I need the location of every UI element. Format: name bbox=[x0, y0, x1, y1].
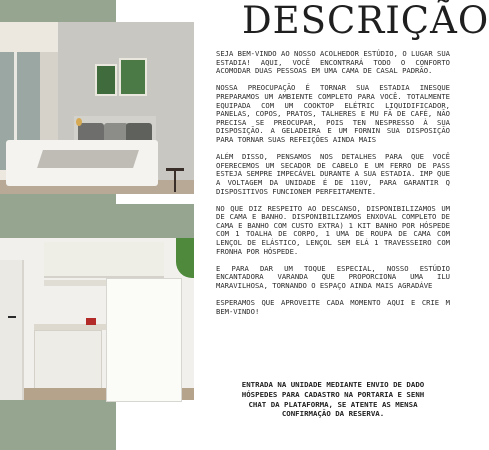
wall-art-right bbox=[119, 58, 147, 96]
paragraph-bedding: NO QUE DIZ RESPEITO AO DESCANSO, DISPONIBILIZAMOS UM DE CAMA E BANHO. DISPONIBILIZAMOS ENXOVAL COMPLETO DE CAMA E BANHO COM CUSTO EXTRA) 1 KIT BANHO POR HÓSPEDE COM 1 TOALHA DE CORPO, 1 UMA DE ROUPA DE CAMA COM LENÇOL DE ELÁSTICO, LENÇOL SEM ELÁ 1 TRAVESSEIRO COM FRONHA POR HÓSPEDE. bbox=[216, 203, 450, 256]
red-appliance bbox=[86, 318, 96, 325]
paragraph-closing: ESPERAMOS QUE APROVEITE CADA MOMENTO AQUI E CRIE M BEM-VINDO! bbox=[216, 298, 450, 316]
door-handle bbox=[8, 316, 16, 318]
paragraph-kitchen: NOSSA PREOCUPAÇÃO É TORNAR SUA ESTADIA INESQUE PREPARAMOS UM AMBIENTE COMPLETO PARA VOCÊ. TOTALMENTE EQUIPADA COM UM COOKTOP ELÉTRIC LIQUIDIFICADOR, PANELAS, COPOS, PRATOS, TALHERES E MU FÃ DE CAFÉ, NÃO PRECISA SE PREOCUPAR, POIS TEN NESPRESSO À SUA DISPOSIÇÃO. A GELADEIRA E UM FORNIN SUA DISPOSIÇÃO PARA TORNAR SUAS REFEIÇÕES AINDA MAIS bbox=[216, 83, 450, 144]
kitchen-shelf bbox=[44, 280, 108, 286]
kitchen-photo bbox=[0, 238, 194, 400]
refrigerator bbox=[106, 278, 182, 402]
notice-line: ENTRADA NA UNIDADE MEDIANTE ENVIO DE DADO bbox=[241, 380, 425, 389]
page-title: DESCRIÇÃO bbox=[242, 0, 489, 42]
bed-blanket bbox=[37, 150, 139, 168]
bedroom-photo bbox=[0, 22, 194, 194]
upper-cabinets bbox=[44, 242, 164, 278]
paragraph-amenities: ALÉM DISSO, PENSAMOS NOS DETALHES PARA QUE VOCÊ OFERECEMOS UM SECADOR DE CABELO E UM FERRO DE PASS ESTEJA SEMPRE IMPECÁVEL DURANTE A SUA ESTADIA. IMP QUE A VOLTAGEM DA UNIDADE É DE 110V, PARA GARANTIR Q DISPOSITIVOS FUNCIONEM PERFEITAMENTE. bbox=[216, 152, 450, 196]
notice-line: CHAT DA PLATAFORMA, SE ATENTE AS MENSA bbox=[248, 399, 418, 409]
description-body bbox=[216, 50, 450, 372]
entrance-door bbox=[0, 260, 24, 400]
paragraph-balcony: E PARA DAR UM TOQUE ESPECIAL, NOSSO ESTÚDIO ENCANTADORA VARANDA QUE PROPORCIONA UMA ILU MARAVILHOSA, TORNANDO O ESPAÇO AINDA MAIS AGRADÁVE bbox=[216, 263, 450, 291]
sage-divider-bar bbox=[0, 204, 194, 238]
notice-line: HÓSPEDES PARA CADASTRO NA PORTARIA E SENH bbox=[241, 389, 425, 399]
plant bbox=[176, 238, 194, 278]
notice-line: CONFIRMAÇÃO DA RESERVA. bbox=[281, 409, 385, 419]
side-table-leg bbox=[174, 168, 176, 192]
bedside-lamp bbox=[76, 118, 82, 126]
check-in-notice bbox=[216, 380, 450, 419]
wall-art-left bbox=[95, 64, 117, 96]
paragraph-welcome: SEJA BEM-VINDO AO NOSSO ACOLHEDOR ESTÚDIO, O LUGAR SUA ESTADIA! AQUI, VOCÊ ENCONTRARÁ TODO O CONFORTO ACOMODAR DUAS PESSOAS EM UMA CAMA DE CASAL PADRÃO. bbox=[216, 49, 450, 76]
